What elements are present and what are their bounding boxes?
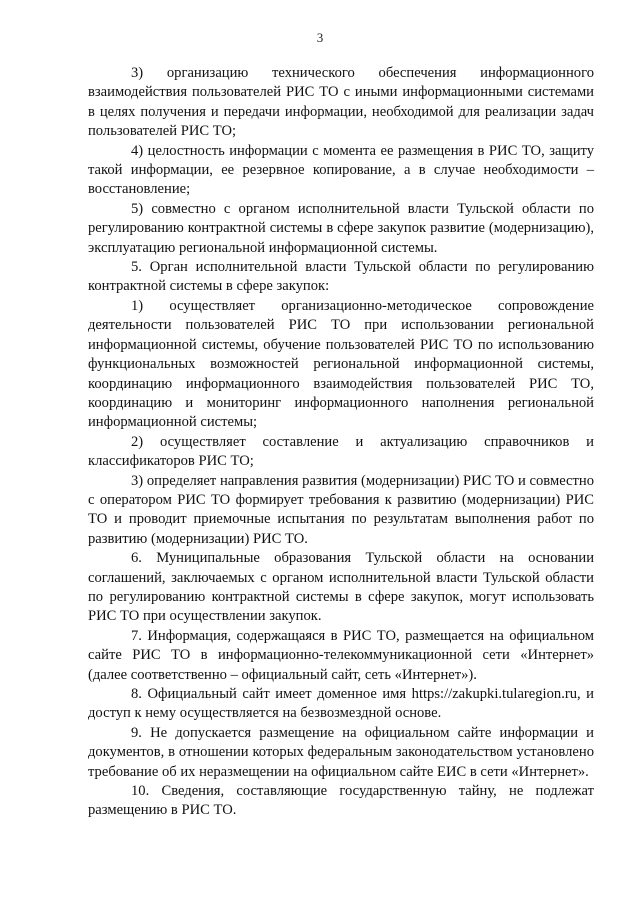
section-7-official-site: 7. Информация, содержащаяся в РИС ТО, размещается на официальном сайте РИС ТО в информационно-телекоммуникационной сети «Интернет» (далее соответственно – официальный сайт, сеть «Интернет»). [88,627,594,683]
paragraph-2-reference-books: 2) осуществляет составление и актуализацию справочников и классификаторов РИС ТО; [88,433,594,470]
section-5-heading: 5. Орган исполнительной власти Тульской области по регулированию контрактной системы в сфере закупок: [88,259,594,295]
section-10-state-secret: 10. Сведения, составляющие государственную тайну, не подлежат размещению в РИС ТО. [88,783,594,819]
section-8-domain-name: 8. Официальный сайт имеет доменное имя https://zakupki.tularegion.ru, и доступ к нему осуществляется на безвозмездной основе. [88,686,594,722]
paragraph-1-methodical-support: 1) осуществляет организационно-методическое сопровождение деятельности пользователей РИС ТО при использовании региональной информационной системы, обучение пользователей РИС ТО по использованию функциональных возможностей региональной информационной системы, координацию информационного взаимодействия пользователей РИС ТО, координацию и мониторинг информационного наполнения региональной информационной системы; [88,297,594,431]
paragraph-4-integrity: 4) целостность информации с момента ее размещения в РИС ТО, защиту такой информации, ее резервное копирование, а в случае необходимости – восстановление; [88,142,594,198]
document-body [88,64,594,821]
paragraph-3-technical-support: 3) организацию технического обеспечения информационного взаимодействия пользователей РИС ТО с иными информационными системами в целях получения и передачи информации, необходимой для реализации задач пользователей РИС ТО; [88,65,594,140]
page-number: 3 [316,30,324,45]
section-9-restrictions: 9. Не допускается размещение на официальном сайте информации и документов, в отношении которых федеральным законодательством установлено требование об их неразмещении на официальном сайте ЕИС в сети «Интернет». [88,724,594,780]
section-6-municipalities: 6. Муниципальные образования Тульской области на основании соглашений, заключаемых с органом исполнительной власти Тульской области по регулированию контрактной системы в сфере закупок, могут использовать РИС ТО при осуществлении закупок. [88,550,594,625]
paragraph-5-development: 5) совместно с органом исполнительной власти Тульской области по регулированию контрактной системы в сфере закупок развитие (модернизацию), эксплуатацию региональной информационной системы. [88,200,594,256]
paragraph-3-modernization: 3) определяет направления развития (модернизации) РИС ТО и совместно с оператором РИС ТО формирует требования к развитию (модернизации) РИС ТО и проводит приемочные испытания по результатам выполнения работ по развитию (модернизации) РИС ТО. [88,472,594,547]
